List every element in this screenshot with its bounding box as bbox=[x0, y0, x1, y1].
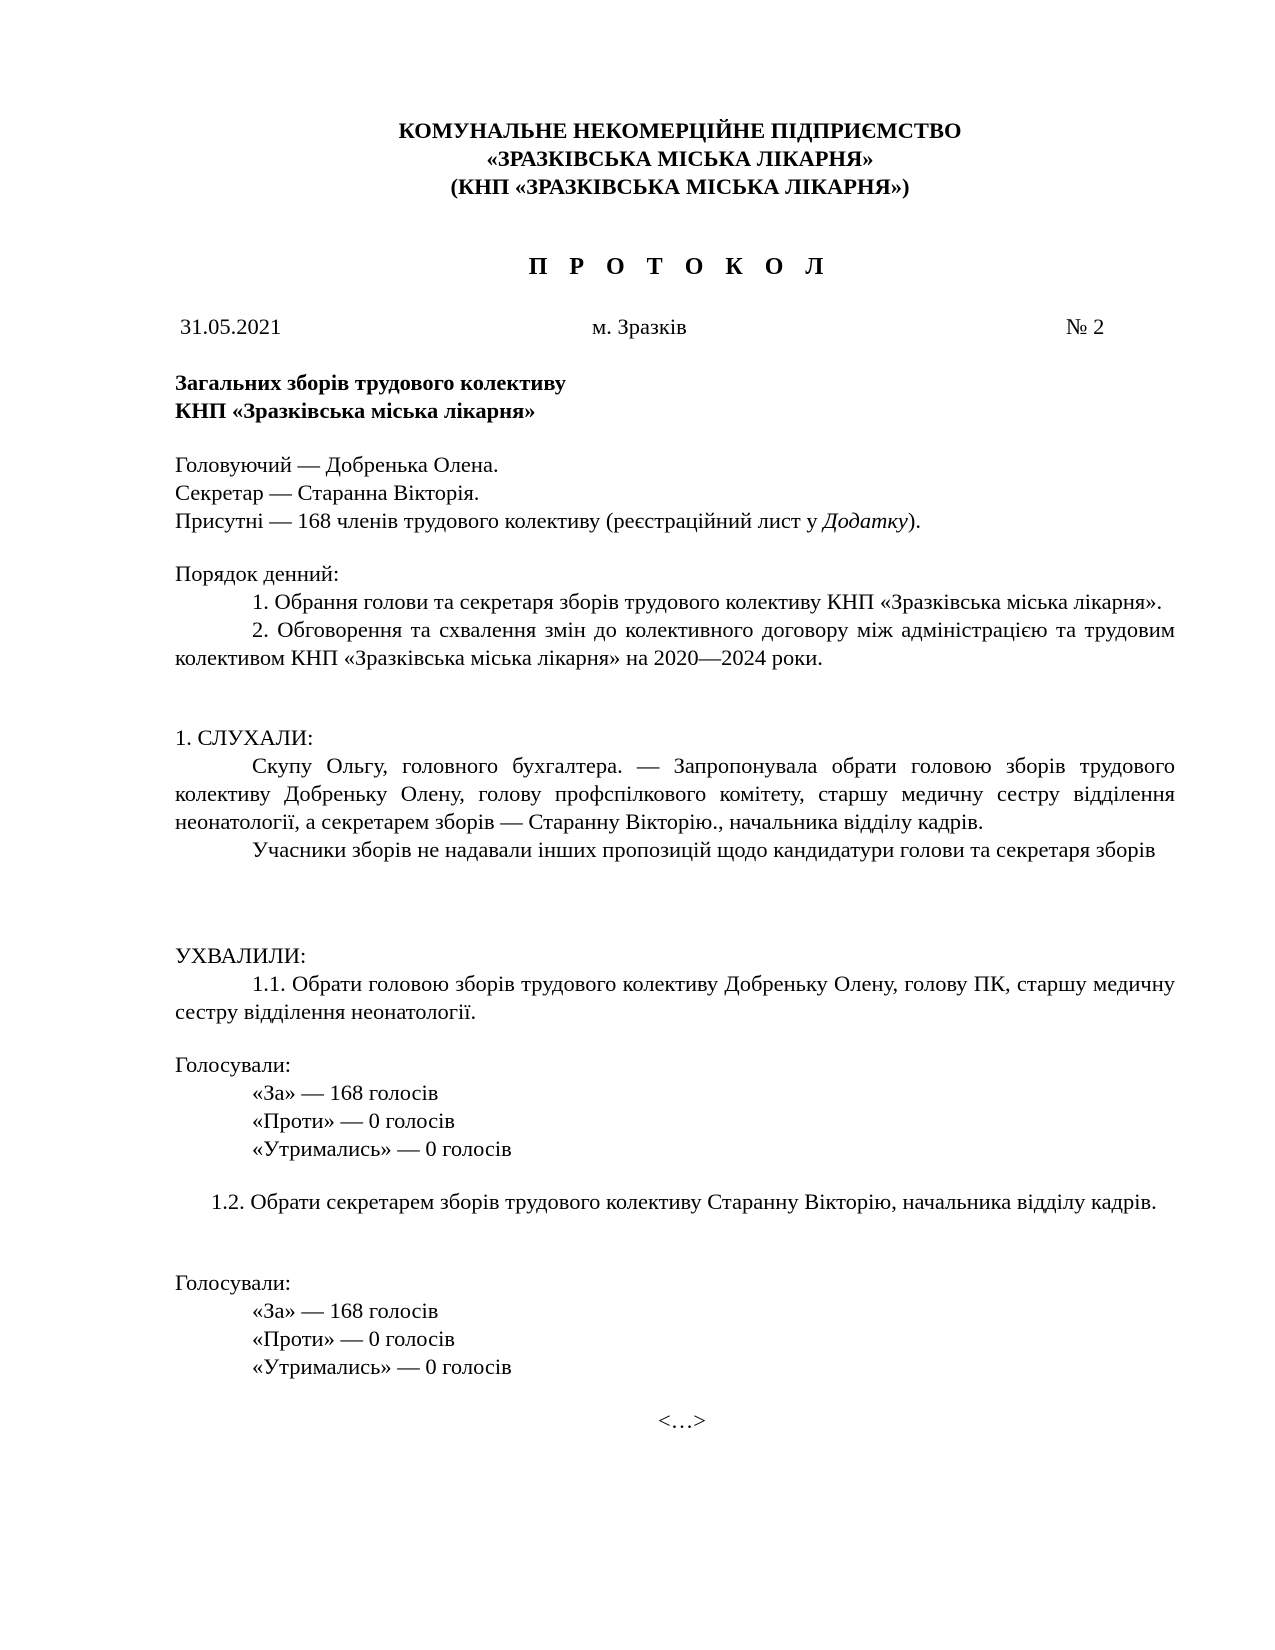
agenda-item-2: 2. Обговорення та схвалення змін до колективного договору між адміністрацією та трудовим колективом КНП «Зразківська міська лікарня» на 2020—2024 роки. bbox=[175, 617, 1175, 670]
heard-paragraph-1: Скупу Ольгу, головного бухгалтера. — Запропонувала обрати головою зборів трудового колективу Добреньку Олену, голову профспілкового комітету, старшу медичну сестру відділення неонатології, а секретарем зборів — Старанну Вікторію., начальника відділу кадрів. bbox=[175, 753, 1175, 834]
vote-abstain: «Утримались» — 0 голосів bbox=[252, 1136, 512, 1161]
attendance-block bbox=[175, 451, 1175, 535]
document-date: 31.05.2021 bbox=[180, 314, 282, 339]
document-place: м. Зразків bbox=[592, 314, 687, 339]
heard-paragraph-2: Учасники зборів не надавали інших пропозицій щодо кандидатури голови та секретаря зборів bbox=[252, 837, 1156, 862]
omission-mark: <…> bbox=[658, 1408, 706, 1433]
subtitle-line-1: Загальних зборів трудового колективу bbox=[175, 370, 566, 395]
chair-line: Головуючий — Добренька Олена. bbox=[175, 452, 499, 477]
vote-for: «За» — 168 голосів bbox=[252, 1298, 439, 1323]
appendix-link-text: Додатку bbox=[823, 508, 908, 533]
heard-block bbox=[175, 724, 1175, 864]
agenda-block bbox=[175, 560, 1175, 672]
meeting-subtitle bbox=[175, 369, 1175, 425]
secretary-line: Секретар — Старанна Вікторія. bbox=[175, 480, 480, 505]
organization-header bbox=[0, 117, 1275, 201]
present-suffix: ). bbox=[907, 508, 922, 533]
vote-abstain: «Утримались» — 0 голосів bbox=[252, 1354, 512, 1379]
resolved-block bbox=[175, 942, 1175, 1026]
header-line-1: КОМУНАЛЬНЕ НЕКОМЕРЦІЙНЕ ПІДПРИЄМСТВО bbox=[398, 118, 962, 143]
present-text: Присутні — 168 членів трудового колективу (реєстраційний лист у bbox=[175, 508, 824, 533]
header-line-3: (КНП «ЗРАЗКІВСЬКА МІСЬКА ЛІКАРНЯ») bbox=[450, 174, 910, 199]
resolved-item-2: 1.2. Обрати секретарем зборів трудового колективу Старанну Вікторію, начальника відділу кадрів. bbox=[211, 1189, 1157, 1214]
vote-block-2 bbox=[175, 1269, 1175, 1381]
resolved-item-1: 1.1. Обрати головою зборів трудового колективу Добреньку Олену, голову ПК, старшу медичну сестру відділення неонатології. bbox=[175, 971, 1175, 1024]
vote-heading: Голосували: bbox=[175, 1270, 291, 1295]
header-line-2: «ЗРАЗКІВСЬКА МІСЬКА ЛІКАРНЯ» bbox=[486, 146, 874, 171]
vote-for: «За» — 168 голосів bbox=[252, 1080, 439, 1105]
document-number: № 2 bbox=[1066, 314, 1105, 339]
resolved-item-2-block bbox=[175, 1188, 1175, 1216]
vote-against: «Проти» — 0 голосів bbox=[252, 1326, 455, 1351]
vote-against: «Проти» — 0 голосів bbox=[252, 1108, 455, 1133]
resolved-heading: УХВАЛИЛИ: bbox=[175, 943, 307, 968]
subtitle-line-2: КНП «Зразківська міська лікарня» bbox=[175, 398, 536, 423]
present-line bbox=[175, 507, 1175, 535]
agenda-item-1: 1. Обрання голови та секретаря зборів трудового колективу КНП «Зразківська міська лікарня». bbox=[252, 589, 1163, 614]
vote-heading: Голосували: bbox=[175, 1052, 291, 1077]
heard-heading: 1. СЛУХАЛИ: bbox=[175, 725, 314, 750]
agenda-heading: Порядок денний: bbox=[175, 561, 340, 586]
document-title: П Р О Т О К О Л bbox=[528, 254, 832, 280]
vote-block-1 bbox=[175, 1051, 1175, 1163]
